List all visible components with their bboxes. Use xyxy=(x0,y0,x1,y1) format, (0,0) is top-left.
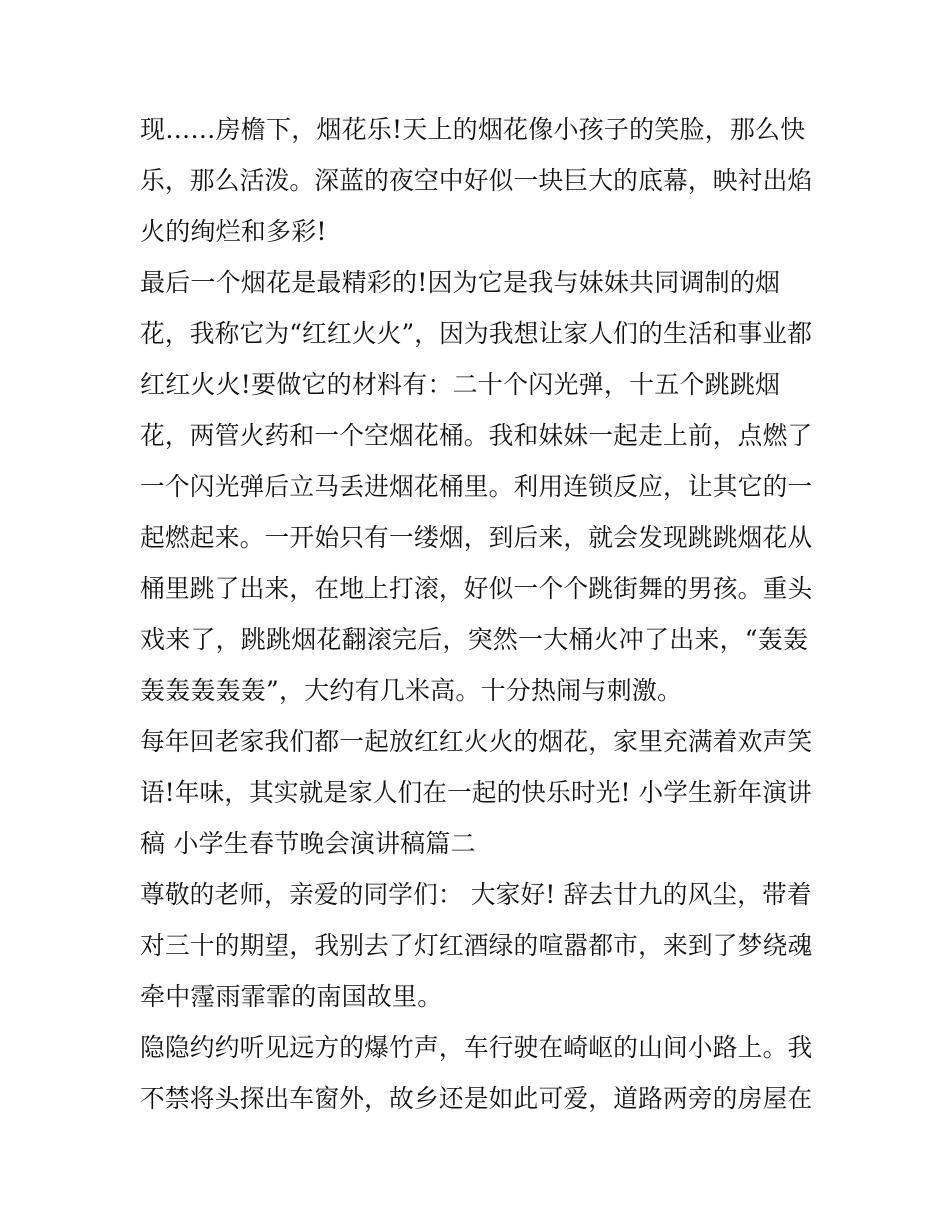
text-line: 尊敬的老师，亲爱的同学们： 大家好! 辞去廿九的风尘，带着 xyxy=(140,880,812,909)
text-line: 现……房檐下，烟花乐!天上的烟花像小孩子的笑脸，那么快 xyxy=(140,115,806,144)
text-line: 对三十的期望，我别去了灯红酒绿的喧嚣都市，来到了梦绕魂 xyxy=(140,931,813,960)
text-line: 语!年味，其实就是家人们在一起的快乐时光! 小学生新年演讲 xyxy=(140,778,812,807)
text-line: 花，两管火药和一个空烟花桶。我和妹妹一起走上前，点燃了 xyxy=(140,421,813,450)
text-line: 火的绚烂和多彩! xyxy=(140,217,327,246)
text-line: 桶里跳了出来，在地上打滚，好似一个个跳街舞的男孩。重头 xyxy=(140,574,813,603)
text-line: 一个闪光弹后立马丢进烟花桶里。利用连锁反应，让其它的一 xyxy=(140,472,813,501)
text-line: 花，我称它为“红红火火”，因为我想让家人们的生活和事业都 xyxy=(140,319,813,348)
text-line: 不禁将头探出车窗外，故乡还是如此可爱，道路两旁的房屋在 xyxy=(140,1084,813,1113)
text-line: 乐，那么活泼。深蓝的夜空中好似一块巨大的底幕，映衬出焰 xyxy=(140,166,813,195)
text-line: 轰轰轰轰轰”，大约有几米高。十分热闹与刺激。 xyxy=(140,676,683,705)
text-line: 最后一个烟花是最精彩的!因为它是我与妹妹共同调制的烟 xyxy=(140,268,781,297)
text-line: 牵中霪雨霏霏的南国故里。 xyxy=(140,982,443,1011)
text-line: 每年回老家我们都一起放红红火火的烟花，家里充满着欢声笑 xyxy=(140,727,813,756)
text-line: 戏来了，跳跳烟花翻滚完后，突然一大桶火冲了出来，“轰轰 xyxy=(140,625,809,654)
text-line: 稿 小学生春节晚会演讲稿篇二 xyxy=(140,829,476,858)
text-line: 起燃起来。一开始只有一缕烟，到后来，就会发现跳跳烟花从 xyxy=(140,523,813,552)
text-line: 隐隐约约听见远方的爆竹声，车行驶在崎岖的山间小路上。我 xyxy=(140,1033,813,1062)
text-line: 红红火火!要做它的材料有：二十个闪光弹，十五个跳跳烟 xyxy=(140,370,781,399)
